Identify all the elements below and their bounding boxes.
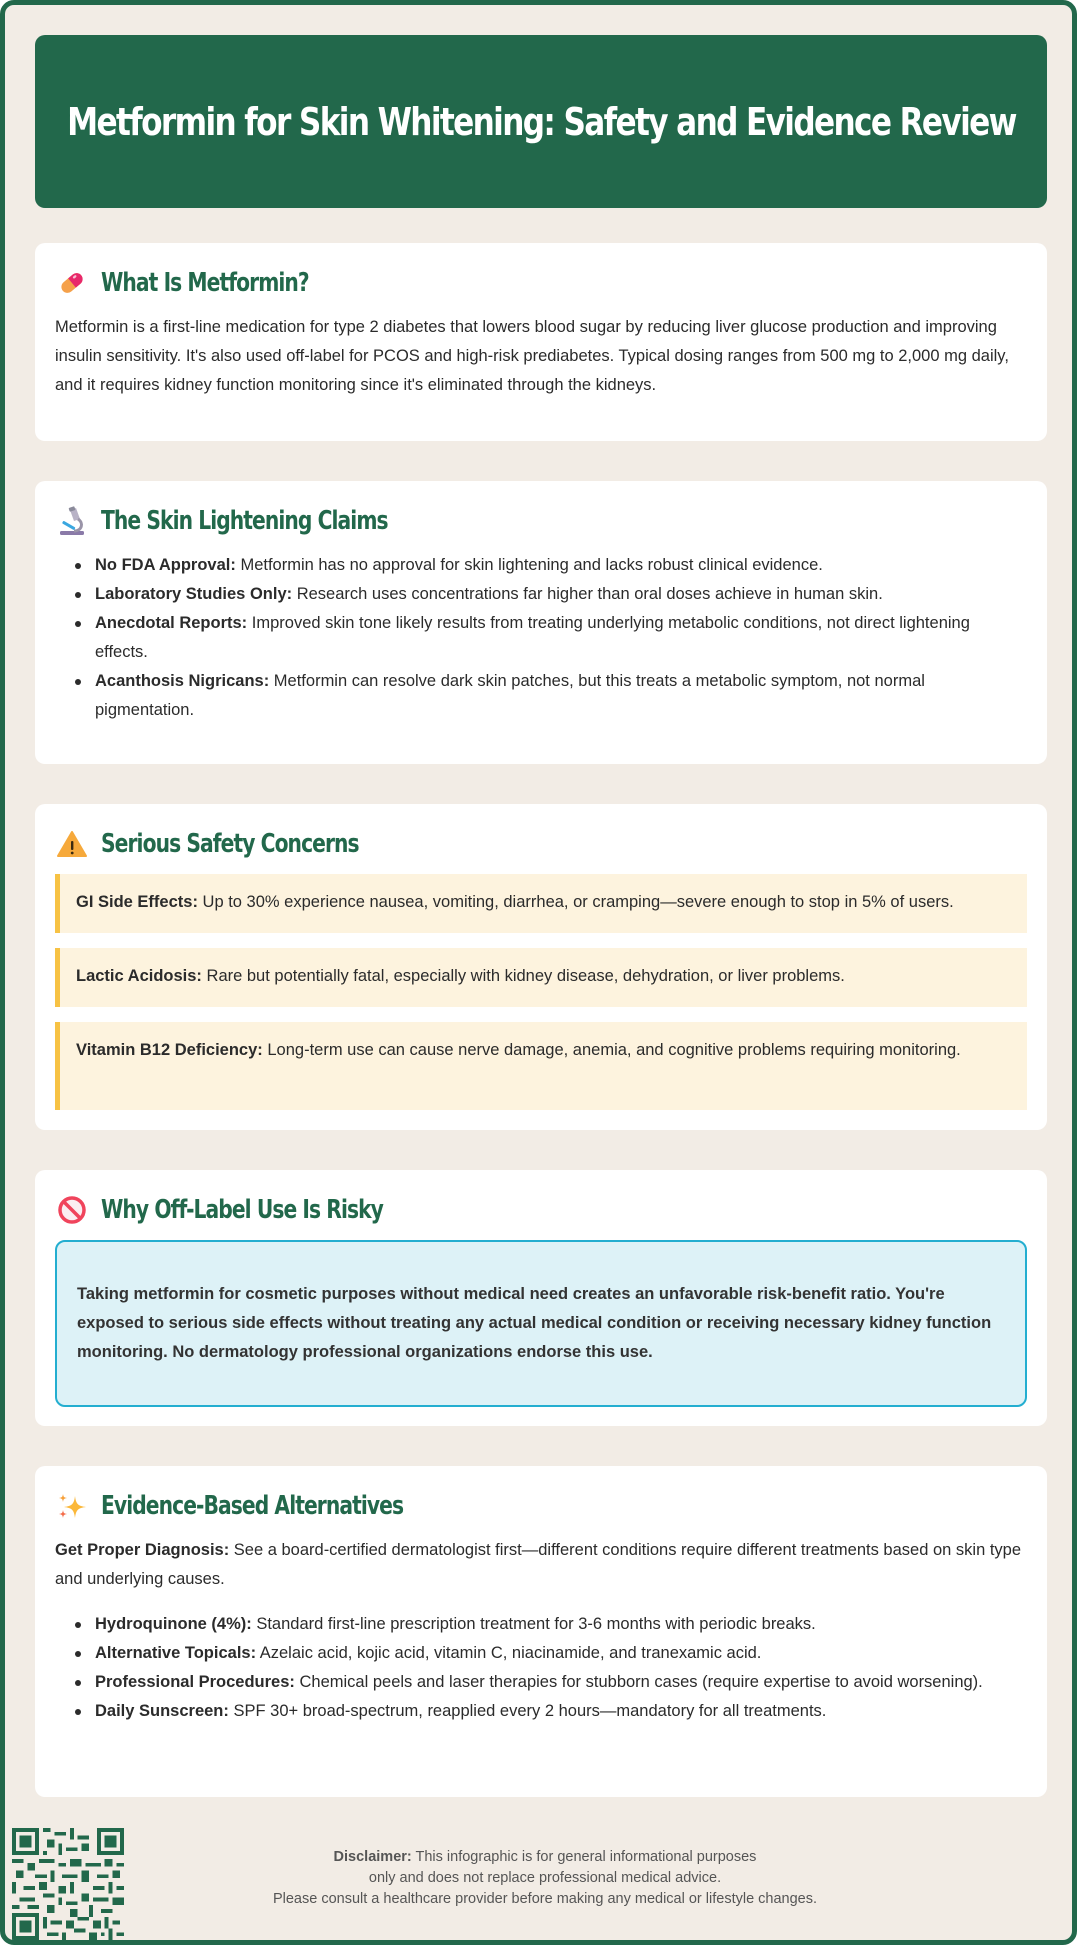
callout-label: GI Side Effects: bbox=[76, 893, 198, 911]
disclaimer-line-3: Please consult a healthcare provider before making any medical or lifestyle changes. bbox=[272, 1891, 818, 1907]
diagnosis-paragraph bbox=[55, 1536, 1027, 1594]
list-item bbox=[95, 551, 1027, 580]
item-label: Laboratory Studies Only: bbox=[95, 585, 293, 603]
alternatives-list bbox=[55, 1610, 1027, 1726]
footer bbox=[5, 1825, 1072, 1940]
item-text: SPF 30+ broad-spectrum, reapplied every 2 hours—mandatory for all treatments. bbox=[228, 1702, 827, 1720]
intro-label: Get Proper Diagnosis: bbox=[55, 1541, 230, 1559]
qr-code[interactable] bbox=[12, 1828, 124, 1940]
item-text: Metformin can resolve dark skin patches, but this treats a metabolic symptom, not normal pigmentation. bbox=[95, 672, 925, 719]
section-off-label-risk bbox=[35, 1170, 1047, 1426]
list-item bbox=[95, 609, 1027, 667]
section-title: The Skin Lightening Claims bbox=[101, 506, 388, 536]
item-label: Daily Sunscreen: bbox=[95, 1702, 229, 1720]
callout-text: Long-term use can cause nerve damage, anemia, and cognitive problems requiring monitoring. bbox=[262, 1041, 961, 1059]
item-text: Research uses concentrations far higher than oral doses achieve in human skin. bbox=[292, 585, 883, 603]
section-what-is-metformin bbox=[35, 243, 1047, 441]
section-title: Why Off-Label Use Is Risky bbox=[101, 1195, 383, 1225]
item-label: No FDA Approval: bbox=[95, 556, 236, 574]
section-title: Evidence-Based Alternatives bbox=[101, 1491, 404, 1521]
item-label: Acanthosis Nigricans: bbox=[95, 672, 270, 690]
item-text: Metformin has no approval for skin lightening and lacks robust clinical evidence. bbox=[235, 556, 823, 574]
section-header bbox=[55, 824, 1027, 864]
list-item bbox=[95, 580, 1027, 609]
section-title: What Is Metformin? bbox=[101, 268, 309, 298]
list-item bbox=[95, 667, 1027, 725]
page-title: Metformin for Skin Whitening: Safety and Evidence Review bbox=[66, 99, 1016, 144]
section-skin-lightening-claims bbox=[35, 481, 1047, 764]
warning-callout bbox=[55, 874, 1027, 933]
microscope-icon bbox=[55, 504, 89, 538]
intro-text: See a board-certified dermatologist first—different conditions require different treatments based on skin type and underlying causes. bbox=[55, 1541, 1022, 1588]
warning-icon bbox=[55, 827, 89, 861]
warning-callout bbox=[55, 948, 1027, 1007]
item-label: Professional Procedures: bbox=[95, 1673, 295, 1691]
section-header bbox=[55, 501, 1027, 541]
pill-icon bbox=[55, 266, 89, 300]
section-title: Serious Safety Concerns bbox=[101, 829, 359, 859]
list-item bbox=[95, 1610, 1027, 1639]
disclaimer bbox=[205, 1847, 885, 1910]
section-header bbox=[55, 263, 1027, 303]
disclaimer-text: This infographic is for general informational purposes bbox=[411, 1849, 757, 1865]
warning-callout bbox=[55, 1022, 1027, 1110]
list-item bbox=[95, 1639, 1027, 1668]
callout-text: Up to 30% experience nausea, vomiting, diarrhea, or cramping—severe enough to stop in 5% of users. bbox=[197, 893, 954, 911]
claims-list bbox=[55, 551, 1027, 725]
section-safety-concerns bbox=[35, 804, 1047, 1130]
section-body: Metformin is a first-line medication for type 2 diabetes that lowers blood sugar by reducing liver glucose production and improving insulin sensitivity. It's also used off-label for PCOS and high-risk prediabetes. Typical dosing ranges from 500 mg to 2,000 mg daily, and it requires kidney function monitoring since it's eliminated through the kidneys. bbox=[55, 318, 1009, 394]
item-text: Chemical peels and laser therapies for stubborn cases (require expertise to avoid worsening). bbox=[294, 1673, 983, 1691]
sparkles-icon bbox=[55, 1489, 89, 1523]
item-text: Improved skin tone likely results from treating underlying metabolic conditions, not direct lightening effects. bbox=[95, 614, 970, 661]
list-item bbox=[95, 1697, 1027, 1726]
section-header bbox=[55, 1190, 1027, 1230]
disclaimer-line-2: only and does not replace professional medical advice. bbox=[368, 1870, 722, 1886]
item-label: Alternative Topicals: bbox=[95, 1644, 257, 1662]
item-label: Anecdotal Reports: bbox=[95, 614, 248, 632]
callout-label: Lactic Acidosis: bbox=[76, 967, 202, 985]
prohibited-icon bbox=[55, 1193, 89, 1227]
section-alternatives bbox=[35, 1466, 1047, 1797]
item-label: Hydroquinone (4%): bbox=[95, 1615, 252, 1633]
info-callout: Taking metformin for cosmetic purposes without medical need creates an unfavorable risk-benefit ratio. You're exposed to serious side effects without treating any actual medical condition or receiving necessary kidney function monitoring. No dermatology professional organizations endorse this use. bbox=[55, 1240, 1027, 1407]
disclaimer-line-1 bbox=[205, 1847, 885, 1868]
title-banner bbox=[35, 35, 1047, 208]
section-header bbox=[55, 1486, 1027, 1526]
item-text: Standard first-line prescription treatment for 3-6 months with periodic breaks. bbox=[251, 1615, 816, 1633]
disclaimer-label: Disclaimer: bbox=[333, 1849, 412, 1865]
callout-text: Rare but potentially fatal, especially with kidney disease, dehydration, or liver problems. bbox=[201, 967, 845, 985]
callout-label: Vitamin B12 Deficiency: bbox=[76, 1041, 263, 1059]
list-item bbox=[95, 1668, 1027, 1697]
item-text: Azelaic acid, kojic acid, vitamin C, niacinamide, and tranexamic acid. bbox=[256, 1644, 762, 1662]
